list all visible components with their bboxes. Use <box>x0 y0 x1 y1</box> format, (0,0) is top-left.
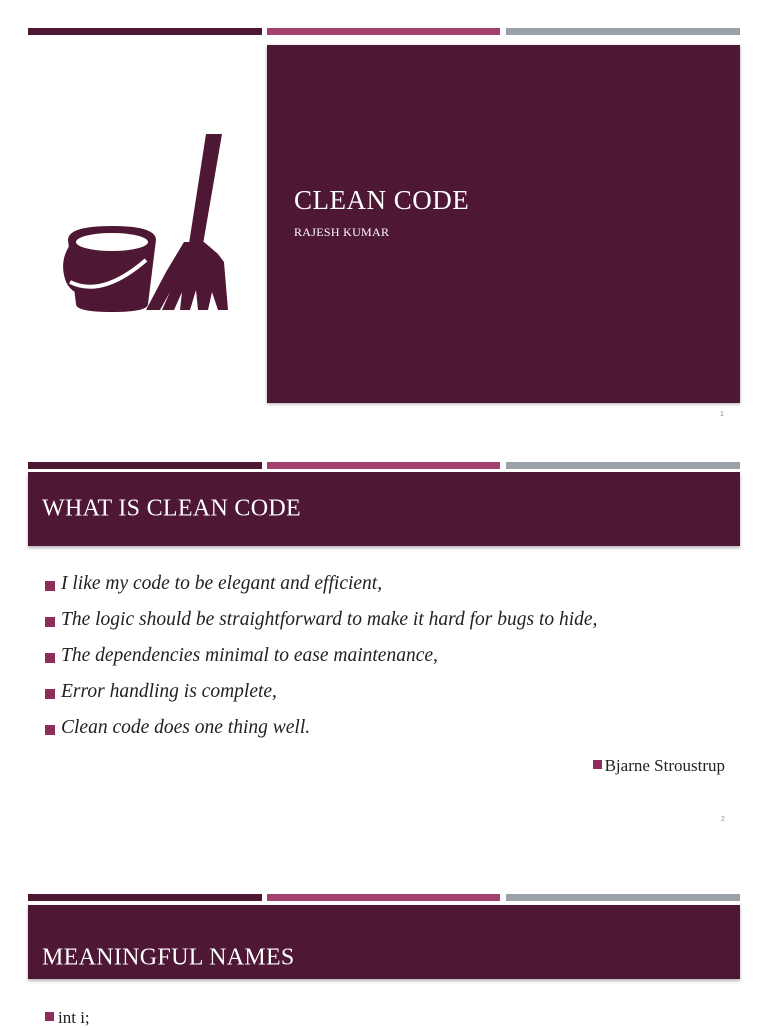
slide-3-top-bars <box>28 894 740 901</box>
list-item <box>45 609 745 645</box>
slide-1 <box>0 0 768 440</box>
bullet-square-icon <box>45 581 55 591</box>
slide-2-top-bars <box>28 462 740 469</box>
bullet-text: The logic should be straightforward to make it hard for bugs to hide, <box>61 609 598 630</box>
bucket-and-mop-icon <box>62 132 232 314</box>
list-item <box>45 573 745 609</box>
bullet-text: I like my code to be elegant and efficient, <box>61 573 383 594</box>
attribution-text: Bjarne Stroustrup <box>604 756 725 775</box>
top-bar-primary <box>28 28 262 35</box>
slide-2-header <box>28 472 740 546</box>
slide-heading: MEANINGFUL NAMES <box>42 944 295 971</box>
list-item <box>45 681 745 717</box>
bullet-text: Clean code does one thing well. <box>61 717 311 738</box>
list-item <box>45 1008 90 1028</box>
top-bar-primary <box>28 894 262 901</box>
title-box <box>267 45 740 403</box>
top-bar-gray <box>506 894 740 901</box>
top-bar-accent <box>267 894 500 901</box>
bullet-square-icon <box>45 1012 54 1021</box>
bullet-square-icon <box>45 689 55 699</box>
bullet-text: Error handling is complete, <box>61 681 277 702</box>
top-bar-accent <box>267 462 500 469</box>
bullet-square-icon <box>45 653 55 663</box>
top-bar-primary <box>28 462 262 469</box>
bullet-square-icon <box>45 617 55 627</box>
top-bar-accent <box>267 28 500 35</box>
page-number: 2 <box>721 816 725 823</box>
top-bar-gray <box>506 28 740 35</box>
quote-attribution <box>593 756 725 776</box>
top-bar-gray <box>506 462 740 469</box>
slide-title: CLEAN CODE <box>294 185 470 215</box>
list-item <box>45 717 745 753</box>
page-number: 1 <box>720 411 724 418</box>
bullet-text: The dependencies minimal to ease maintenance, <box>61 645 438 666</box>
bullet-square-icon <box>45 725 55 735</box>
list-item <box>45 645 745 681</box>
bullet-square-icon <box>593 760 602 769</box>
slide-3-header <box>28 905 740 979</box>
slide-heading: WHAT IS CLEAN CODE <box>42 495 301 522</box>
slide-subtitle: RAJESH KUMAR <box>294 225 390 239</box>
code-text: int i; <box>58 1008 90 1027</box>
slide-1-top-bars <box>28 28 740 35</box>
bullet-list <box>45 573 745 753</box>
